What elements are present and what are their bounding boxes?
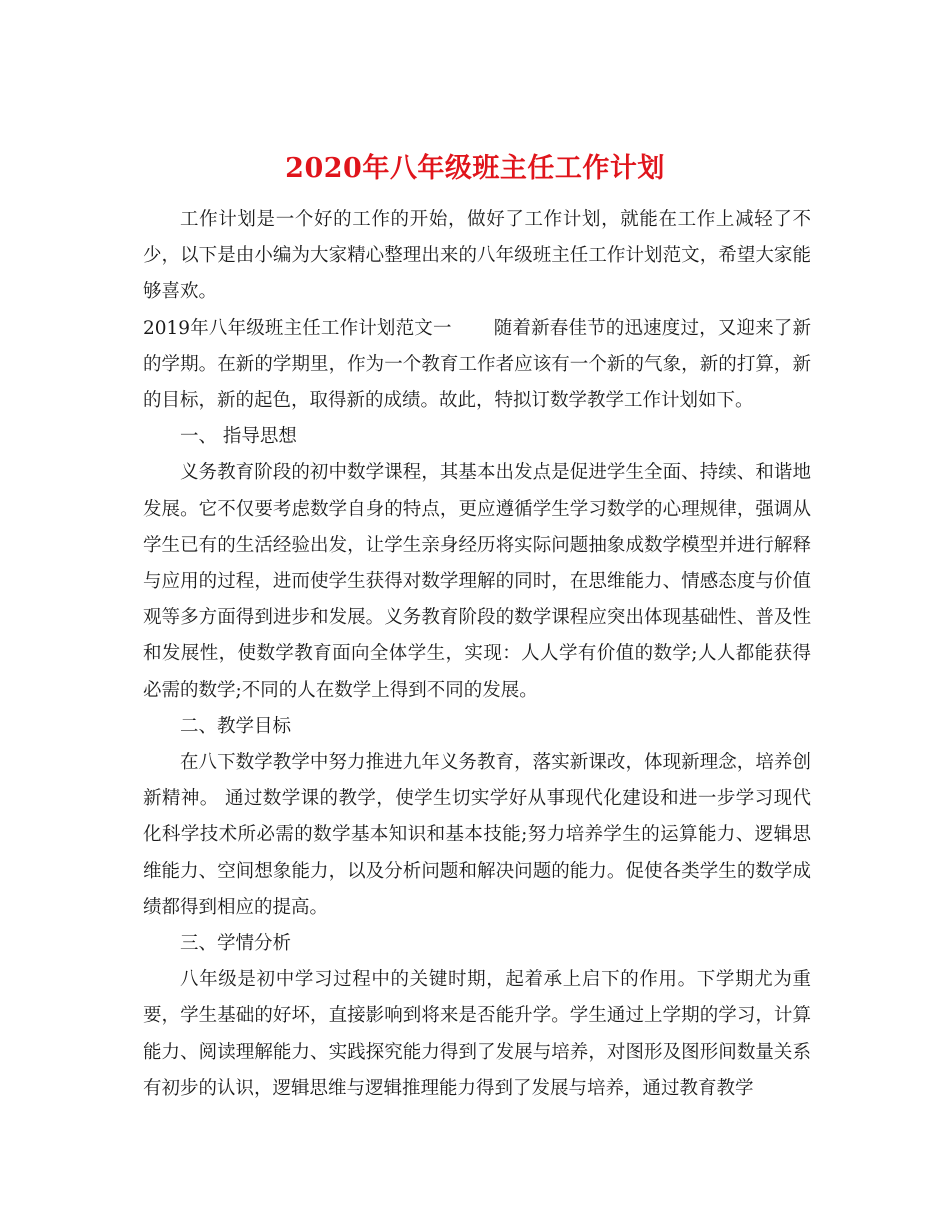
sample-text: 随着新春佳节的迅速度过，又迎来了新的学期。在新的学期里，作为一个教育工作者应该有一个新的气象，新的打算，新的目标，新的起色，取得新的成绩。故此，特拟订数学教学工作计划如下。 <box>143 317 811 412</box>
section-paragraph-student-analysis: 八年级是初中学习过程中的关键时期，起着承上启下的作用。下学期尤为重要，学生基础的好坏，直接影响到将来是否能升学。学生通过上学期的学习，计算能力、阅读理解能力、实践探究能力得到了发展与培养，对图形及图形间数量关系有初步的认识，逻辑思维与逻辑推理能力得到了发展与培养，通过教育教学 <box>143 969 811 1099</box>
section-heading-teaching-goals: 二、教学目标 <box>180 715 292 737</box>
document-title: 2020年八年级班主任工作计划 <box>285 153 665 185</box>
section-heading-guiding-ideology: 一、 指导思想 <box>180 426 297 448</box>
section-paragraph-teaching-goals: 在八下数学教学中努力推进九年义务教育，落实新课改，体现新理念，培养创新精神。 通过数学课的教学，使学生切实学好从事现代化建设和进一步学习现代化科学技术所必需的数学基本知识和基本技能;努力培养学生的运算能力、逻辑思维能力、空间想象能力，以及分析问题和解决问题的能力。促使各类学生的数学成绩都得到相应的提高。 <box>143 752 811 918</box>
sample-label: 2019年八年级班主任工作计划范文一 <box>143 317 452 339</box>
intro-paragraph: 工作计划是一个好的工作的开始，做好了工作计划，就能在工作上减轻了不少，以下是由小编为大家精心整理出来的八年级班主任工作计划范文，希望大家能够喜欢。 <box>143 209 811 303</box>
section-paragraph-guiding-ideology: 义务教育阶段的初中数学课程，其基本出发点是促进学生全面、持续、和谐地发展。它不仅要考虑数学自身的特点，更应遵循学生学习数学的心理规律，强调从学生已有的生活经验出发，让学生亲身经历将实际问题抽象成数学模型并进行解释与应用的过程，进而使学生获得对数学理解的同时，在思维能力、情感态度与价值观等多方面得到进步和发展。义务教育阶段的数学课程应突出体现基础性、普及性和发展性，使数学教育面向全体学生，实现：人人学有价值的数学;人人都能获得必需的数学;不同的人在数学上得到不同的发展。 <box>143 462 811 701</box>
document-body <box>143 202 811 1107</box>
section-heading-student-analysis: 三、学情分析 <box>180 933 292 955</box>
sample-paragraph <box>143 311 811 420</box>
